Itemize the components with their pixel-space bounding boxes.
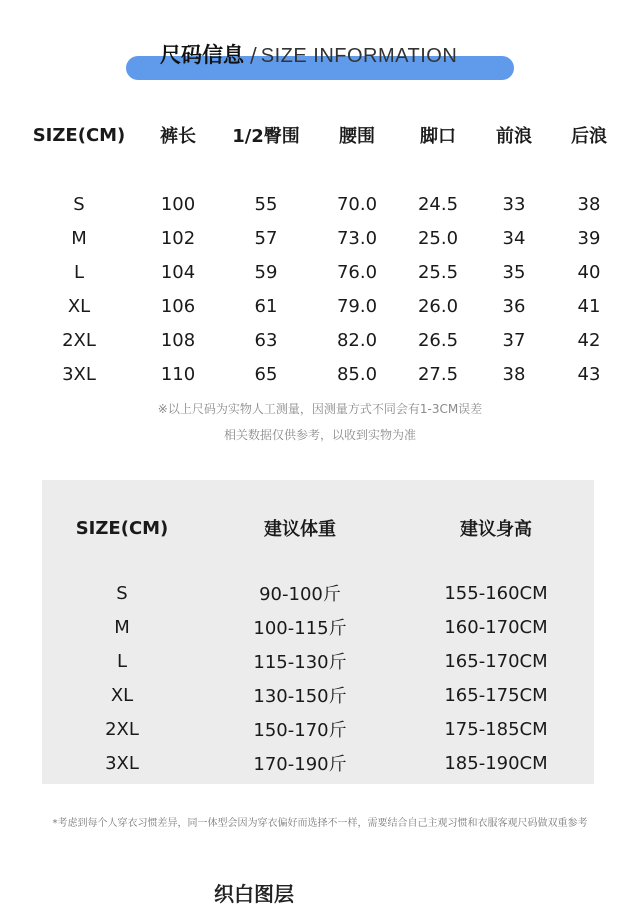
value-cell: 90-100斤 bbox=[259, 584, 341, 605]
measurement-table bbox=[18, 115, 628, 391]
value-cell: 25.5 bbox=[417, 261, 459, 283]
size-cell: 3XL bbox=[105, 752, 139, 774]
size-cell: M bbox=[114, 616, 130, 638]
size-cell: L bbox=[116, 650, 128, 672]
size-cell: 3XL bbox=[62, 363, 96, 385]
fit-note: *考虑到每个人穿衣习惯差异，同一体型会因为穿衣偏好而选择不一样，需要结合自己主观习惯和衣服客观尺码做双重参考 bbox=[52, 818, 588, 829]
value-cell: 63 bbox=[254, 329, 278, 351]
column-header: SIZE(CM) bbox=[75, 517, 169, 539]
value-cell: 42 bbox=[577, 329, 601, 351]
value-cell: 108 bbox=[160, 329, 196, 351]
table-row bbox=[18, 323, 628, 357]
value-cell: 106 bbox=[160, 295, 196, 317]
value-cell: 160-170CM bbox=[444, 616, 548, 638]
value-cell: 70.0 bbox=[336, 193, 378, 215]
value-cell: 165-170CM bbox=[444, 650, 548, 672]
column-header: 脚口 bbox=[420, 126, 456, 147]
value-cell: 34 bbox=[502, 227, 526, 249]
column-header: SIZE(CM) bbox=[32, 124, 126, 146]
value-cell: 35 bbox=[502, 261, 526, 283]
table-row bbox=[42, 576, 594, 610]
table-row bbox=[42, 712, 594, 746]
size-info-header bbox=[126, 38, 514, 82]
value-cell: 65 bbox=[254, 363, 278, 385]
value-cell: 104 bbox=[160, 261, 196, 283]
table-row bbox=[18, 357, 628, 391]
table-row bbox=[18, 221, 628, 255]
table-header-row bbox=[42, 510, 594, 546]
size-cell: 2XL bbox=[62, 329, 96, 351]
value-cell: 61 bbox=[254, 295, 278, 317]
size-cell: S bbox=[116, 582, 128, 604]
column-header: 腰围 bbox=[339, 126, 375, 147]
value-cell: 82.0 bbox=[336, 329, 378, 351]
value-cell: 185-190CM bbox=[444, 752, 548, 774]
value-cell: 100 bbox=[160, 193, 196, 215]
value-cell: 25.0 bbox=[417, 227, 459, 249]
size-cell: S bbox=[73, 193, 85, 215]
value-cell: 73.0 bbox=[336, 227, 378, 249]
header-title bbox=[160, 38, 457, 72]
footer-section-title: 织白图层 bbox=[214, 882, 294, 906]
value-cell: 38 bbox=[577, 193, 601, 215]
header-separator: / bbox=[250, 43, 257, 67]
table-row bbox=[18, 187, 628, 221]
value-cell: 100-115斤 bbox=[253, 618, 347, 639]
value-cell: 102 bbox=[160, 227, 196, 249]
value-cell: 36 bbox=[502, 295, 526, 317]
value-cell: 170-190斤 bbox=[253, 754, 347, 775]
value-cell: 155-160CM bbox=[444, 582, 548, 604]
size-cell: XL bbox=[67, 295, 91, 317]
size-cell: 2XL bbox=[105, 718, 139, 740]
value-cell: 130-150斤 bbox=[253, 686, 347, 707]
value-cell: 59 bbox=[254, 261, 278, 283]
value-cell: 115-130斤 bbox=[253, 652, 347, 673]
value-cell: 40 bbox=[577, 261, 601, 283]
value-cell: 150-170斤 bbox=[253, 720, 347, 741]
measurement-note-line1: ※以上尺码为实物人工测量，因测量方式不同会有1-3CM误差 bbox=[157, 402, 483, 416]
value-cell: 165-175CM bbox=[444, 684, 548, 706]
table-row bbox=[42, 610, 594, 644]
fit-panel bbox=[42, 480, 594, 784]
value-cell: 57 bbox=[254, 227, 278, 249]
column-header: 前浪 bbox=[496, 126, 532, 147]
measurement-note-line2: 相关数据仅供参考，以收到实物为准 bbox=[223, 428, 416, 442]
value-cell: 76.0 bbox=[336, 261, 378, 283]
value-cell: 39 bbox=[577, 227, 601, 249]
column-header: 建议身高 bbox=[460, 519, 532, 540]
column-header: 1/2臀围 bbox=[232, 126, 300, 147]
table-row bbox=[18, 289, 628, 323]
value-cell: 37 bbox=[502, 329, 526, 351]
value-cell: 85.0 bbox=[336, 363, 378, 385]
value-cell: 55 bbox=[254, 193, 278, 215]
column-header: 裤长 bbox=[160, 126, 196, 147]
value-cell: 43 bbox=[577, 363, 601, 385]
header-title-en: SIZE INFORMATION bbox=[260, 45, 458, 67]
value-cell: 26.5 bbox=[417, 329, 459, 351]
table-header-row bbox=[18, 115, 628, 155]
table-row bbox=[18, 255, 628, 289]
value-cell: 175-185CM bbox=[444, 718, 548, 740]
column-header: 后浪 bbox=[571, 126, 607, 147]
column-header: 建议体重 bbox=[264, 519, 336, 540]
table-row bbox=[42, 644, 594, 678]
size-cell: M bbox=[71, 227, 87, 249]
value-cell: 110 bbox=[160, 363, 196, 385]
value-cell: 79.0 bbox=[336, 295, 378, 317]
value-cell: 33 bbox=[502, 193, 526, 215]
table-row bbox=[42, 746, 594, 780]
value-cell: 41 bbox=[577, 295, 601, 317]
size-cell: L bbox=[73, 261, 85, 283]
fit-table bbox=[42, 510, 594, 780]
size-cell: XL bbox=[110, 684, 134, 706]
value-cell: 38 bbox=[502, 363, 526, 385]
table-row bbox=[42, 678, 594, 712]
value-cell: 24.5 bbox=[417, 193, 459, 215]
value-cell: 26.0 bbox=[417, 295, 459, 317]
header-title-cn: 尺码信息 bbox=[160, 43, 244, 67]
value-cell: 27.5 bbox=[417, 363, 459, 385]
